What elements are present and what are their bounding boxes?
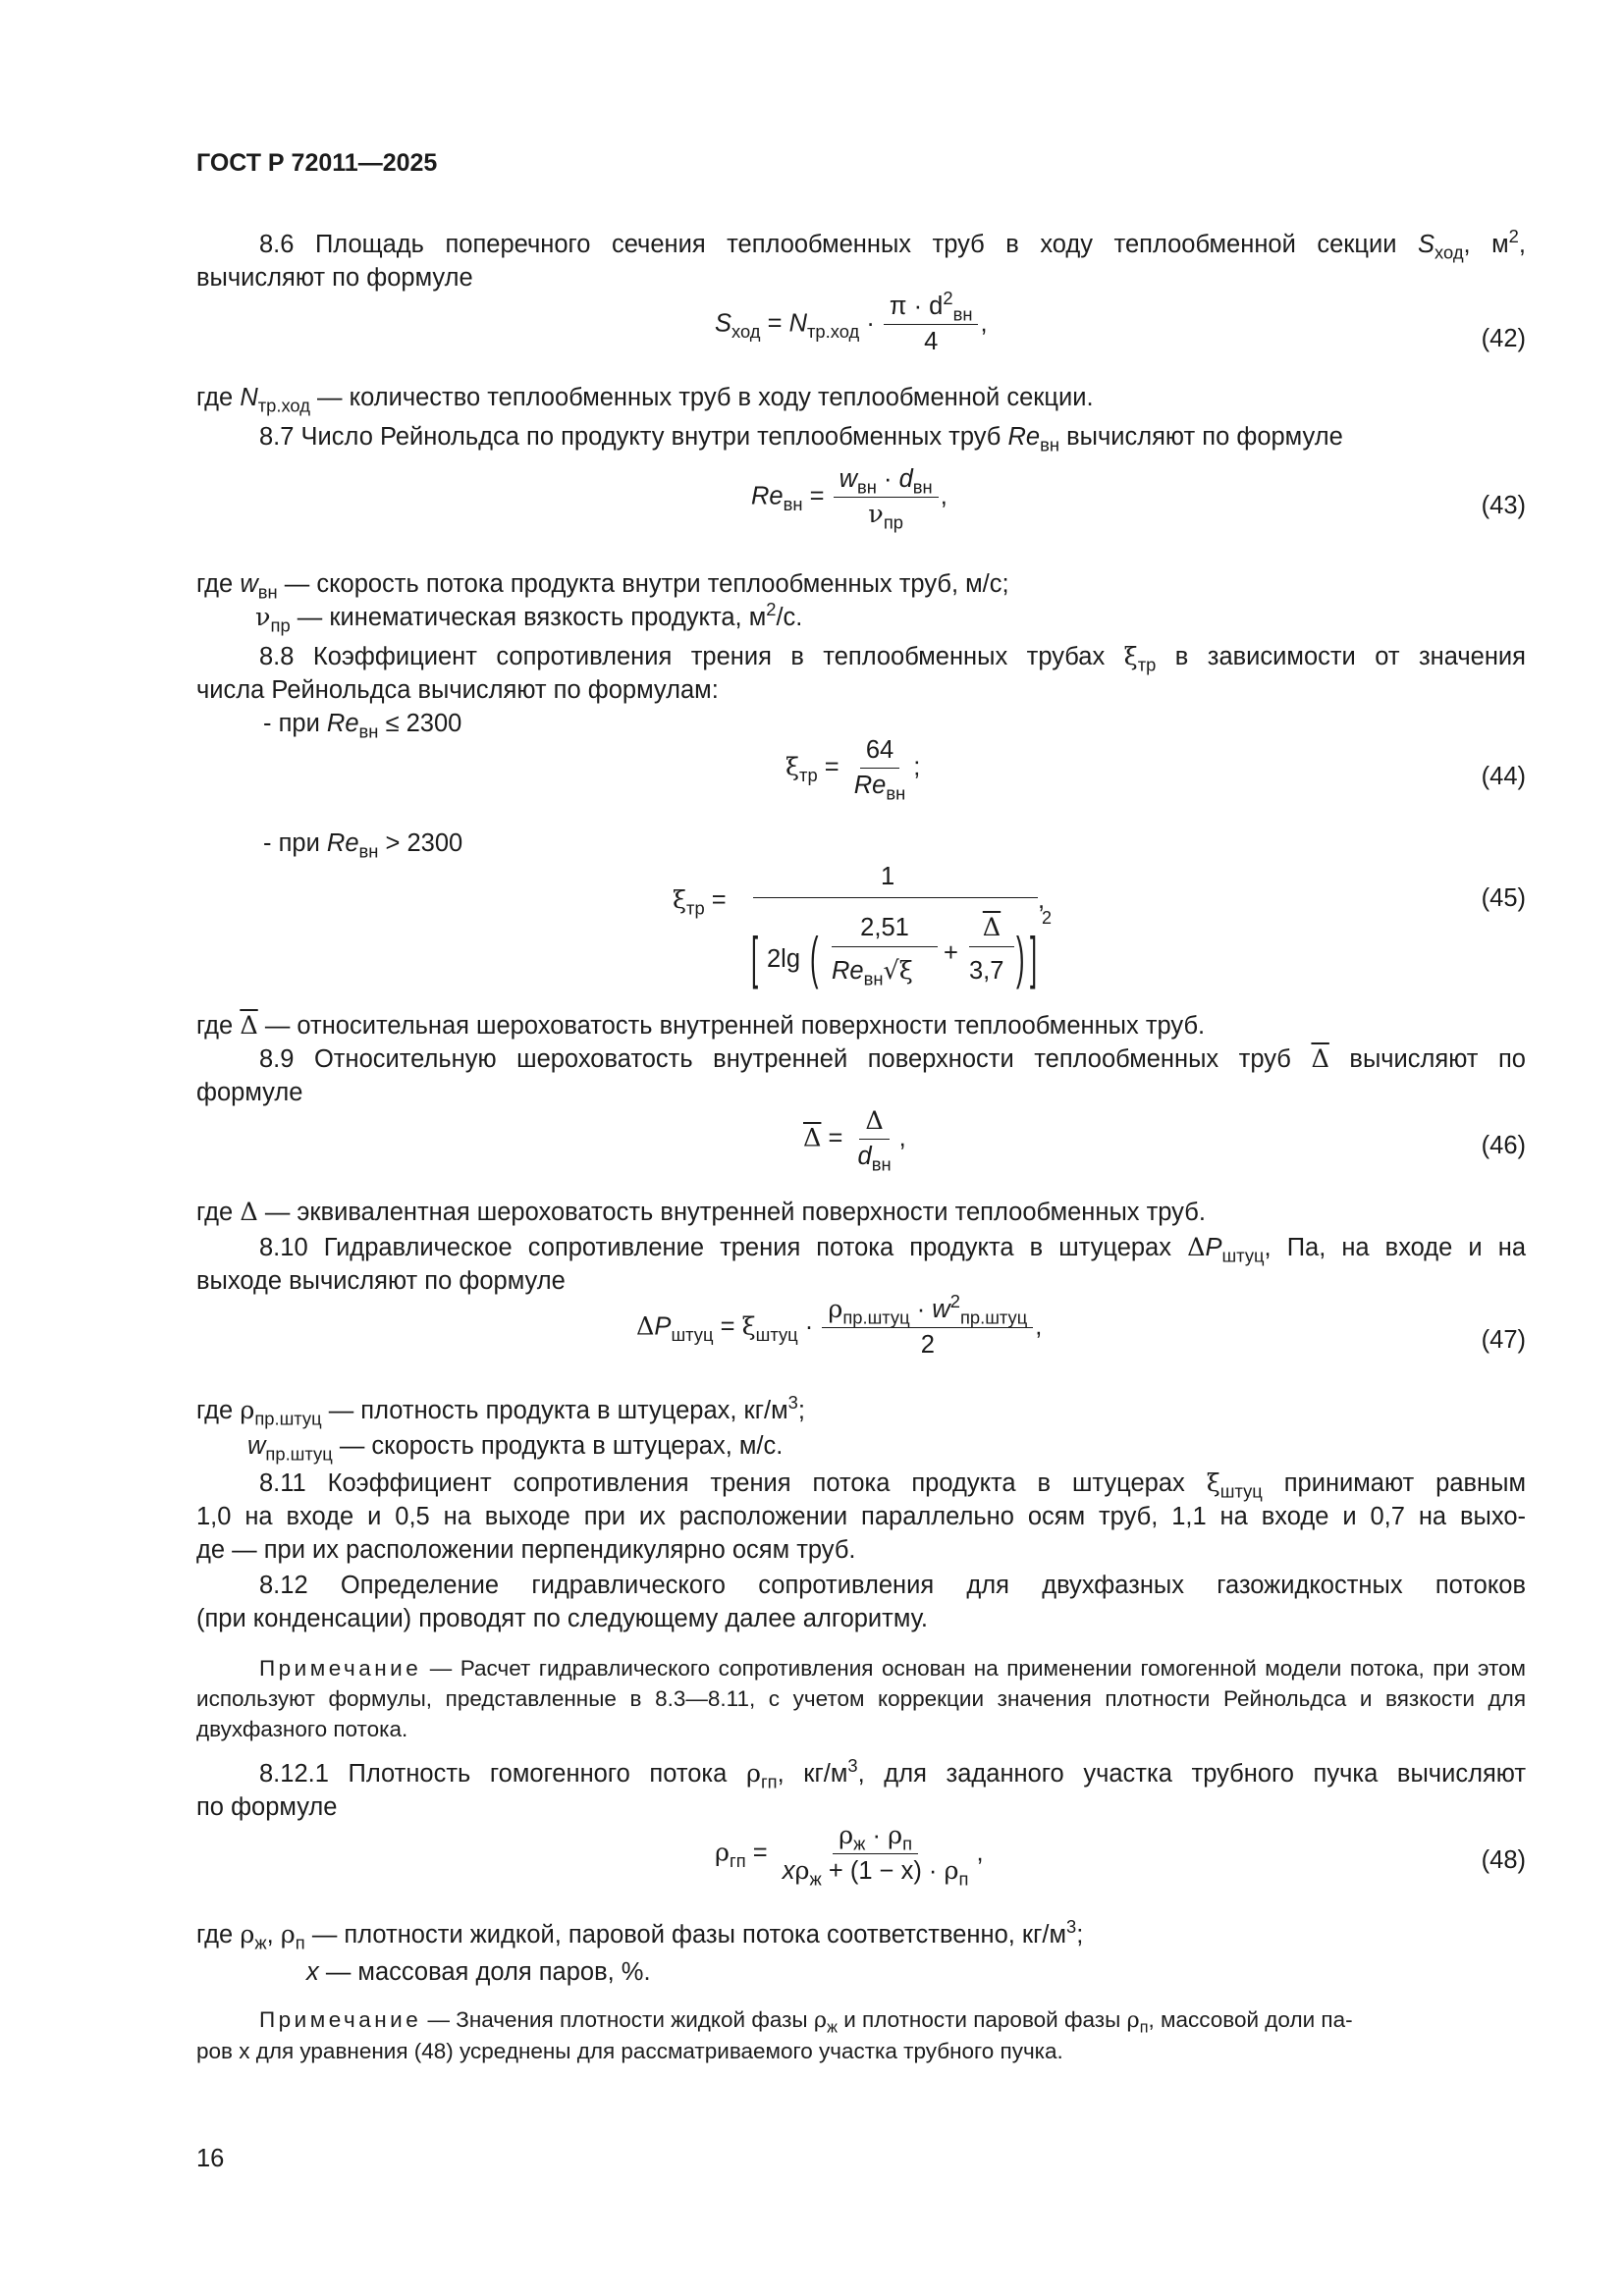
header-title: ГОСТ Р 72011—2025 bbox=[196, 149, 438, 177]
para-8-6: 8.6 Площадь поперечного сечения теплообменных труб в ходу теплообменной секции $S_{ход}$, $м^2$, bbox=[259, 225, 1526, 263]
para-8-8-line2: числа Рейнольдса вычисляют по формулам: bbox=[196, 676, 719, 704]
note-8-12-1: Примечание — Значения плотности жидкой фазы $\rho_ж$ и плотности паровой фазы $\rho_п$, массовой доли па- bbox=[259, 2007, 1353, 2037]
where-8-7-nu: $\nu_{пр}$ — кинематическая вязкость продукта, $м^2/с$. bbox=[255, 598, 803, 636]
fraction: $\frac{64}{Re_{вн}}$ bbox=[853, 736, 906, 804]
where-8-12-1-x: x — массовая доля паров, %. bbox=[306, 1958, 651, 1986]
para-8-8: 8.8 Коэффициент сопротивления трения в теплообменных трубах $\xi_{тр}$ в зависимости от значения bbox=[259, 642, 1526, 675]
eq-number-46: (46) bbox=[1481, 1132, 1526, 1159]
page-number: 16 bbox=[196, 2145, 225, 2172]
where-8-8: где $\overline{\Delta}$ — относительная шероховатость внутренней поверхности теплообменных труб. bbox=[196, 1011, 1206, 1041]
para-8-11-line2: 1,0 на входе и 0,5 на выходе при их расположении параллельно осям труб, 1,1 на входе и 0,7 на выхо- bbox=[196, 1503, 1526, 1530]
eq-number-44: (44) bbox=[1481, 763, 1526, 790]
formula-47: $\Delta P_{штуц} = \xi_{штуц}$ · $\frac{\rho_{пр.штуц} \cdot w^2_{пр.штуц}}{2}$ , bbox=[636, 1290, 1043, 1360]
para-8-12-line2: (при конденсации) проводят по следующему далее алгоритму. bbox=[196, 1605, 928, 1632]
where-8-7-w: где $w_{вн}$ — скорость потока продукта внутри теплообменных труб, м/с; bbox=[196, 570, 1009, 603]
case-2: - при $Re_{вн} > 2300$ bbox=[263, 829, 463, 862]
para-8-12-1: 8.12.1 Плотность гомогенного потока $\rho_{гп}$, $кг/м^3$, для заданного участка трубного пучка вычисляют bbox=[259, 1754, 1527, 1792]
para-8-12-1-line2: по формуле bbox=[196, 1793, 338, 1821]
document-header bbox=[196, 149, 437, 178]
para-8-12-line1: 8.12 Определение гидравлического сопротивления для двухфазных газожидкостных потоков bbox=[259, 1572, 1526, 1599]
formula-44: $\xi_{тр}$ = $\frac{64}{Re_{вн}}$ ; bbox=[785, 736, 921, 804]
where-8-6: где $N_{тр.ход}$ — количество теплообменных труб в ходу теплообменной секции. bbox=[196, 384, 1094, 416]
eq-number-43: (43) bbox=[1481, 492, 1526, 519]
where-8-10-rho: где $\rho_{пр.штуц}$ — плотность продукта в штуцерах, $кг/м^3$; bbox=[196, 1391, 805, 1429]
para-8-9: 8.9 Относительную шероховатость внутренней поверхности теплообменных труб $\overline{\Delta}$ вычисляют по bbox=[259, 1044, 1526, 1074]
case-1: - при $Re_{вн} \le 2300$ bbox=[263, 710, 462, 742]
fraction: $\frac{\Delta}{d_{вн}}$ bbox=[857, 1106, 892, 1175]
para-8-10-line2: выходе вычисляют по формуле bbox=[196, 1267, 566, 1295]
para-8-11-line3: де — при их расположении перпендикулярно осям труб. bbox=[196, 1536, 856, 1564]
formula-48: $\rho_{гп}$ = $\frac{\rho_ж \cdot \rho_п}{x\rho_ж + (1 - x) \cdot \rho_п}$ , bbox=[715, 1821, 984, 1890]
para-8-7: 8.7 Число Рейнольдса по продукту внутри теплообменных труб $Re_{вн}$ вычисляют по формуле bbox=[259, 423, 1343, 455]
eq-number-48: (48) bbox=[1481, 1846, 1526, 1874]
eq-number-42: (42) bbox=[1481, 325, 1526, 352]
where-8-9: где Δ — эквивалентная шероховатость внутренней поверхности теплообменных труб. bbox=[196, 1198, 1206, 1227]
eq-number-45: (45) bbox=[1481, 884, 1526, 912]
formula-45: $\xi_{тр}$ = 1 , [ 2lg ( 2,51 $Re_{вн}√\xi$ + $\overline{\Delta}$ 3,7 ) ] 2 bbox=[673, 863, 1053, 991]
formula-43: $Re_{вн}$ = $\frac{w_{вн} \cdot d_{вн}}{\nu_{пр}}$ , bbox=[751, 465, 947, 533]
fraction: $\frac{\rho_ж \cdot \rho_п}{x\rho_ж + (1 - x) \cdot \rho_п}$ bbox=[782, 1821, 969, 1890]
para-8-11-line1: 8.11 Коэффициент сопротивления трения потока продукта в штуцерах $\xi_{штуц}$ принимают равным bbox=[259, 1468, 1526, 1502]
formula-46: $\overline{\Delta}$ = $\frac{\Delta}{d_{вн}}$ , bbox=[803, 1106, 906, 1175]
para-8-10: 8.10 Гидравлическое сопротивление трения потока продукта в штуцерах $\Delta P_{штуц}$, Па, на входе и на bbox=[259, 1233, 1526, 1266]
note-8-12: Примечание — Расчет гидравлического сопротивления основан на применении гомогенной модели потока, при этом используют формулы, представленные в 8.3—8.11, с учетом коррекции значения плотности Рейнольдса и вязкости для двухфазного потока. bbox=[196, 1656, 1526, 1741]
where-8-12-1: где $\rho_ж$, $\rho_п$ — плотности жидкой, паровой фазы потока соответственно, $кг/м^3$; bbox=[196, 1915, 1084, 1953]
para-8-6-line2: вычисляют по формуле bbox=[196, 264, 473, 292]
fraction: $\frac{\rho_{пр.штуц} \cdot w^2_{пр.штуц}}{2}$ bbox=[822, 1296, 1033, 1361]
fraction: $\frac{\pi \cdot d^2_{вн}}{4}$ bbox=[884, 293, 979, 357]
formula-42: $S_{ход} = N_{тр.ход}$ · $\frac{\pi \cdot d^2_{вн}}{4}$ , bbox=[715, 287, 988, 356]
where-8-10-w: $w_{пр.штуц}$ — скорость продукта в штуцерах, м/с. bbox=[247, 1432, 784, 1465]
eq-number-47: (47) bbox=[1481, 1326, 1526, 1354]
fraction: $\frac{w_{вн} \cdot d_{вн}}{\nu_{пр}}$ bbox=[834, 465, 939, 530]
note-8-12-1-line2: ров x для уравнения (48) усреднены для рассматриваемого участка трубного пучка. bbox=[196, 2039, 1063, 2063]
para-8-9-line2: формуле bbox=[196, 1079, 303, 1106]
